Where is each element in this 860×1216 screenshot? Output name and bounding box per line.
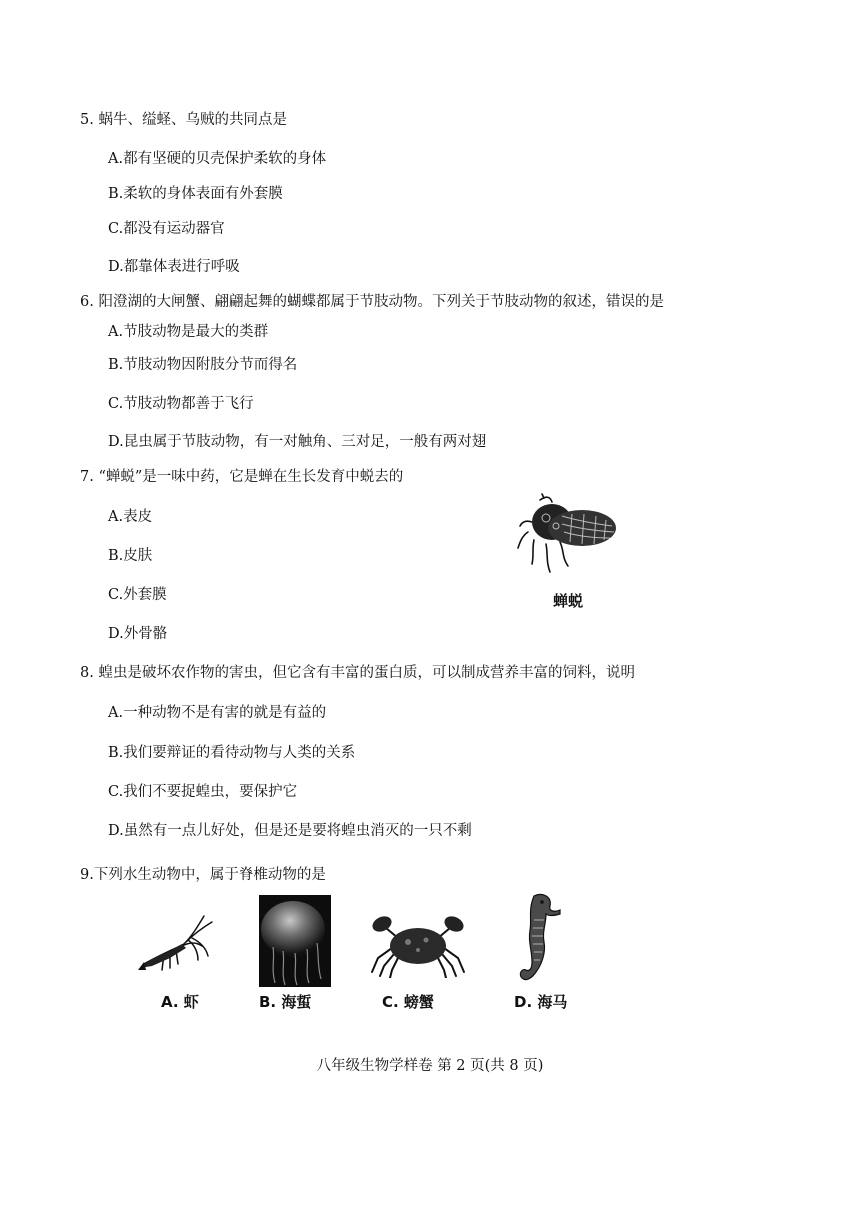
jellyfish-icon — [259, 895, 331, 987]
question-5-option-b: B.柔软的身体表面有外套膜 — [108, 186, 283, 202]
question-8-option-c: C.我们不要捉蝗虫，要保护它 — [108, 784, 298, 800]
question-9-stem: 9.下列水生动物中，属于脊椎动物的是 — [80, 867, 326, 883]
cicada-shell-icon — [512, 492, 622, 582]
shrimp-icon — [136, 912, 216, 978]
question-7-option-d: D.外骨骼 — [108, 626, 168, 642]
question-5-stem: 5. 蜗牛、缢蛏、乌贼的共同点是 — [80, 112, 287, 128]
seahorse-icon — [512, 890, 564, 986]
question-8-option-a: A.一种动物不是有害的就是有益的 — [108, 705, 327, 721]
seahorse-caption: D. 海马 — [514, 993, 568, 1011]
question-6-stem: 6. 阳澄湖的大闸蟹、翩翩起舞的蝴蝶都属于节肢动物。下列关于节肢动物的叙述，错误的是 — [80, 294, 664, 310]
question-6-option-c: C.节肢动物都善于飞行 — [108, 396, 254, 412]
question-6-option-b: B.节肢动物因附肢分节而得名 — [108, 357, 298, 373]
question-5-option-d: D.都靠体表进行呼吸 — [108, 259, 240, 275]
question-5-option-a: A.都有坚硬的贝壳保护柔软的身体 — [108, 151, 327, 167]
cicada-shell-caption: 蝉蜕 — [553, 592, 584, 610]
jellyfish-caption: B. 海蜇 — [259, 993, 312, 1011]
question-5-option-c: C.都没有运动器官 — [108, 221, 225, 237]
question-7-option-a: A.表皮 — [108, 509, 153, 525]
crab-caption: C. 螃蟹 — [382, 993, 434, 1011]
question-7-option-c: C.外套膜 — [108, 587, 167, 603]
crab-icon — [368, 912, 468, 978]
question-8-option-b: B.我们要辩证的看待动物与人类的关系 — [108, 745, 356, 761]
question-7-stem: 7. “蝉蜕”是一味中药，它是蝉在生长发育中蜕去的 — [80, 469, 404, 485]
question-7-option-b: B.皮肤 — [108, 548, 153, 564]
question-6-option-d: D.昆虫属于节肢动物，有一对触角、三对足，一般有两对翅 — [108, 434, 487, 450]
question-8-option-d: D.虽然有一点儿好处，但是还是要将蝗虫消灭的一只不剩 — [108, 823, 472, 839]
page-footer: 八年级生物学样卷 第 2 页(共 8 页) — [316, 1058, 544, 1074]
question-6-option-a: A.节肢动物是最大的类群 — [108, 324, 269, 340]
shrimp-caption: A. 虾 — [161, 993, 199, 1011]
question-8-stem: 8. 蝗虫是破坏农作物的害虫，但它含有丰富的蛋白质，可以制成营养丰富的饲料，说明 — [80, 665, 635, 681]
